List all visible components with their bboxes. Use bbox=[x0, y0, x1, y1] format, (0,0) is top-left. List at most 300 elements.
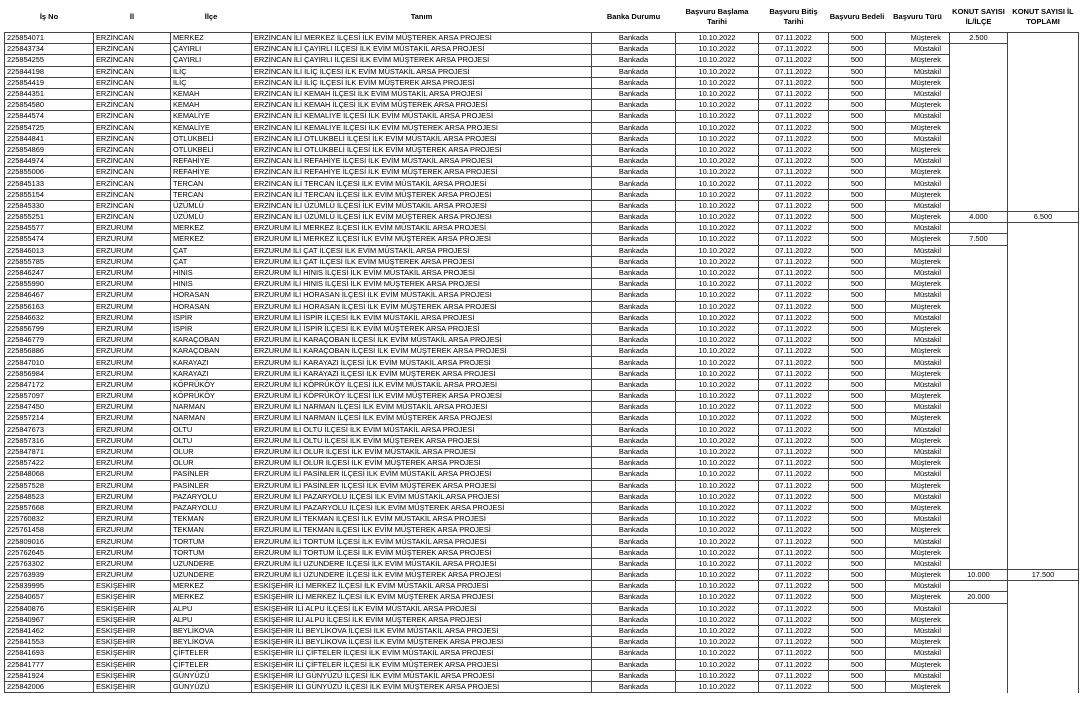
cell-banka-durumu: Bankada bbox=[592, 592, 676, 603]
cell-is-no: 225840657 bbox=[5, 592, 94, 603]
cell-is-no: 225847450 bbox=[5, 402, 94, 413]
cell-banka-durumu: Bankada bbox=[592, 558, 676, 569]
cell-banka-durumu: Bankada bbox=[592, 245, 676, 256]
cell-konut-ilce bbox=[950, 581, 1008, 592]
cell-konut-ilce bbox=[950, 223, 1008, 234]
cell-konut-il bbox=[1008, 435, 1079, 446]
cell-konut-il bbox=[1008, 323, 1079, 334]
cell-banka-durumu: Bankada bbox=[592, 581, 676, 592]
cell-tanim: ERZURUM İLİ MERKEZ İLÇESİ İLK EVİM MÜSTAKİL ARSA PROJESİ bbox=[252, 223, 592, 234]
cell-baslama-tarihi: 10.10.2022 bbox=[676, 267, 759, 278]
cell-tanim: ERZURUM İLİ UZUNDERE İLÇESİ İLK EVİM MÜŞTEREK ARSA PROJESİ bbox=[252, 570, 592, 581]
cell-basvuru-turu: Müstakil bbox=[886, 267, 950, 278]
cell-baslama-tarihi: 10.10.2022 bbox=[676, 178, 759, 189]
cell-basvuru-bedeli: 500 bbox=[829, 100, 886, 111]
cell-basvuru-bedeli: 500 bbox=[829, 144, 886, 155]
cell-basvuru-bedeli: 500 bbox=[829, 637, 886, 648]
cell-baslama-tarihi: 10.10.2022 bbox=[676, 681, 759, 692]
cell-ilce: OLUR bbox=[171, 458, 252, 469]
cell-is-no: 225839995 bbox=[5, 581, 94, 592]
cell-is-no: 225856886 bbox=[5, 346, 94, 357]
cell-il: ERZİNCAN bbox=[94, 200, 171, 211]
cell-konut-il bbox=[1008, 290, 1079, 301]
cell-bitis-tarihi: 07.11.2022 bbox=[759, 379, 829, 390]
cell-basvuru-turu: Müstakil bbox=[886, 379, 950, 390]
cell-basvuru-bedeli: 500 bbox=[829, 625, 886, 636]
cell-il: ESKİŞEHİR bbox=[94, 648, 171, 659]
cell-il: ERZURUM bbox=[94, 346, 171, 357]
cell-konut-ilce bbox=[950, 536, 1008, 547]
cell-banka-durumu: Bankada bbox=[592, 301, 676, 312]
cell-baslama-tarihi: 10.10.2022 bbox=[676, 88, 759, 99]
cell-konut-ilce bbox=[950, 279, 1008, 290]
cell-basvuru-turu: Müşterek bbox=[886, 122, 950, 133]
cell-il: ERZURUM bbox=[94, 279, 171, 290]
header-row bbox=[5, 2, 1079, 33]
header-konut-il: KONUT SAYISI İL TOPLAMI bbox=[1012, 7, 1074, 26]
cell-ilce: TERCAN bbox=[171, 189, 252, 200]
cell-bitis-tarihi: 07.11.2022 bbox=[759, 323, 829, 334]
cell-baslama-tarihi: 10.10.2022 bbox=[676, 379, 759, 390]
cell-ilce: TORTUM bbox=[171, 547, 252, 558]
cell-ilce: ALPU bbox=[171, 603, 252, 614]
cell-konut-il bbox=[1008, 581, 1079, 592]
cell-baslama-tarihi: 10.10.2022 bbox=[676, 301, 759, 312]
cell-konut-il bbox=[1008, 223, 1079, 234]
cell-baslama-tarihi: 10.10.2022 bbox=[676, 33, 759, 44]
table-row bbox=[5, 44, 1079, 55]
cell-bitis-tarihi: 07.11.2022 bbox=[759, 659, 829, 670]
cell-banka-durumu: Bankada bbox=[592, 670, 676, 681]
cell-is-no: 225845330 bbox=[5, 200, 94, 211]
cell-ilce: MERKEZ bbox=[171, 592, 252, 603]
cell-basvuru-bedeli: 500 bbox=[829, 413, 886, 424]
cell-bitis-tarihi: 07.11.2022 bbox=[759, 670, 829, 681]
cell-is-no: 225848068 bbox=[5, 469, 94, 480]
cell-baslama-tarihi: 10.10.2022 bbox=[676, 368, 759, 379]
cell-tanim: ERZİNCAN İLİ TERCAN İLÇESİ İLK EVİM MÜŞTEREK ARSA PROJESİ bbox=[252, 189, 592, 200]
cell-il: ERZURUM bbox=[94, 379, 171, 390]
table-row bbox=[5, 234, 1079, 245]
cell-konut-ilce bbox=[950, 167, 1008, 178]
cell-tanim: ESKİŞEHİR İLİ BEYLİKOVA İLÇESİ İLK EVİM MÜSTAKİL ARSA PROJESİ bbox=[252, 625, 592, 636]
cell-konut-ilce: 20.000 bbox=[950, 592, 1008, 603]
cell-baslama-tarihi: 10.10.2022 bbox=[676, 212, 759, 223]
cell-ilce: KÖPRÜKÖY bbox=[171, 379, 252, 390]
cell-basvuru-bedeli: 500 bbox=[829, 88, 886, 99]
cell-tanim: ESKİŞEHİR İLİ MERKEZ İLÇESİ İLK EVİM MÜSTAKİL ARSA PROJESİ bbox=[252, 581, 592, 592]
cell-konut-il bbox=[1008, 446, 1079, 457]
cell-ilce: KEMALİYE bbox=[171, 122, 252, 133]
cell-basvuru-turu: Müstakil bbox=[886, 88, 950, 99]
cell-il: ERZİNCAN bbox=[94, 77, 171, 88]
cell-basvuru-bedeli: 500 bbox=[829, 323, 886, 334]
table-row bbox=[5, 536, 1079, 547]
cell-banka-durumu: Bankada bbox=[592, 659, 676, 670]
table-body bbox=[5, 33, 1079, 693]
cell-tanim: ERZURUM İLİ MERKEZ İLÇESİ İLK EVİM MÜŞTEREK ARSA PROJESİ bbox=[252, 234, 592, 245]
cell-ilce: HINIS bbox=[171, 279, 252, 290]
cell-bitis-tarihi: 07.11.2022 bbox=[759, 435, 829, 446]
table-row bbox=[5, 66, 1079, 77]
cell-bitis-tarihi: 07.11.2022 bbox=[759, 290, 829, 301]
cell-bitis-tarihi: 07.11.2022 bbox=[759, 100, 829, 111]
cell-konut-il bbox=[1008, 424, 1079, 435]
cell-il: ERZİNCAN bbox=[94, 189, 171, 200]
cell-konut-ilce bbox=[950, 88, 1008, 99]
cell-il: ERZURUM bbox=[94, 558, 171, 569]
cell-il: ERZURUM bbox=[94, 357, 171, 368]
cell-bitis-tarihi: 07.11.2022 bbox=[759, 44, 829, 55]
table-row bbox=[5, 357, 1079, 368]
cell-tanim: ERZURUM İLİ HORASAN İLÇESİ İLK EVİM MÜSTAKİL ARSA PROJESİ bbox=[252, 290, 592, 301]
cell-bitis-tarihi: 07.11.2022 bbox=[759, 536, 829, 547]
cell-basvuru-turu: Müstakil bbox=[886, 402, 950, 413]
cell-is-no: 225841777 bbox=[5, 659, 94, 670]
cell-basvuru-bedeli: 500 bbox=[829, 648, 886, 659]
cell-banka-durumu: Bankada bbox=[592, 88, 676, 99]
cell-banka-durumu: Bankada bbox=[592, 469, 676, 480]
cell-banka-durumu: Bankada bbox=[592, 66, 676, 77]
cell-basvuru-turu: Müşterek bbox=[886, 592, 950, 603]
cell-konut-il bbox=[1008, 256, 1079, 267]
header-tanim: Tanım bbox=[410, 12, 433, 21]
table-row bbox=[5, 77, 1079, 88]
cell-baslama-tarihi: 10.10.2022 bbox=[676, 469, 759, 480]
cell-konut-il bbox=[1008, 335, 1079, 346]
cell-ilce: ÇAYIRLI bbox=[171, 55, 252, 66]
cell-il: ESKİŞEHİR bbox=[94, 625, 171, 636]
cell-konut-il bbox=[1008, 144, 1079, 155]
cell-tanim: ERZURUM İLİ İSPİR İLÇESİ İLK EVİM MÜŞTEREK ARSA PROJESİ bbox=[252, 323, 592, 334]
cell-basvuru-turu: Müşterek bbox=[886, 413, 950, 424]
cell-basvuru-bedeli: 500 bbox=[829, 480, 886, 491]
cell-ilce: PASİNLER bbox=[171, 480, 252, 491]
cell-il: ERZURUM bbox=[94, 514, 171, 525]
cell-bitis-tarihi: 07.11.2022 bbox=[759, 547, 829, 558]
cell-tanim: ERZURUM İLİ NARMAN İLÇESİ İLK EVİM MÜŞTEREK ARSA PROJESİ bbox=[252, 413, 592, 424]
cell-ilce: KÖPRÜKÖY bbox=[171, 391, 252, 402]
cell-ilce: HORASAN bbox=[171, 290, 252, 301]
cell-tanim: ESKİŞEHİR İLİ MERKEZ İLÇESİ İLK EVİM MÜŞTEREK ARSA PROJESİ bbox=[252, 592, 592, 603]
table-row bbox=[5, 525, 1079, 536]
table-row bbox=[5, 547, 1079, 558]
cell-bitis-tarihi: 07.11.2022 bbox=[759, 637, 829, 648]
cell-ilce: PAZARYOLU bbox=[171, 491, 252, 502]
cell-ilce: TEKMAN bbox=[171, 525, 252, 536]
cell-bitis-tarihi: 07.11.2022 bbox=[759, 66, 829, 77]
cell-il: ERZURUM bbox=[94, 413, 171, 424]
cell-baslama-tarihi: 10.10.2022 bbox=[676, 603, 759, 614]
cell-konut-ilce bbox=[950, 502, 1008, 513]
cell-basvuru-turu: Müstakil bbox=[886, 44, 950, 55]
cell-is-no: 225846247 bbox=[5, 267, 94, 278]
cell-ilce: KEMAH bbox=[171, 100, 252, 111]
cell-il: ERZİNCAN bbox=[94, 44, 171, 55]
table-row bbox=[5, 346, 1079, 357]
cell-tanim: ERZURUM İLİ HORASAN İLÇESİ İLK EVİM MÜŞTEREK ARSA PROJESİ bbox=[252, 301, 592, 312]
cell-ilce: GÜNYÜZÜ bbox=[171, 681, 252, 692]
cell-basvuru-bedeli: 500 bbox=[829, 301, 886, 312]
cell-banka-durumu: Bankada bbox=[592, 525, 676, 536]
cell-basvuru-turu: Müstakil bbox=[886, 491, 950, 502]
cell-basvuru-bedeli: 500 bbox=[829, 458, 886, 469]
cell-baslama-tarihi: 10.10.2022 bbox=[676, 458, 759, 469]
table-row bbox=[5, 581, 1079, 592]
cell-is-no: 225854071 bbox=[5, 33, 94, 44]
cell-basvuru-turu: Müşterek bbox=[886, 234, 950, 245]
cell-konut-il bbox=[1008, 480, 1079, 491]
cell-konut-ilce bbox=[950, 357, 1008, 368]
cell-il: ESKİŞEHİR bbox=[94, 681, 171, 692]
cell-is-no: 225844198 bbox=[5, 66, 94, 77]
cell-is-no: 225840876 bbox=[5, 603, 94, 614]
cell-basvuru-bedeli: 500 bbox=[829, 614, 886, 625]
header-baslama-tarihi: Başvuru Başlama Tarihi bbox=[685, 7, 749, 26]
cell-banka-durumu: Bankada bbox=[592, 290, 676, 301]
cell-bitis-tarihi: 07.11.2022 bbox=[759, 267, 829, 278]
cell-basvuru-turu: Müstakil bbox=[886, 536, 950, 547]
cell-baslama-tarihi: 10.10.2022 bbox=[676, 402, 759, 413]
cell-banka-durumu: Bankada bbox=[592, 536, 676, 547]
cell-banka-durumu: Bankada bbox=[592, 55, 676, 66]
cell-basvuru-bedeli: 500 bbox=[829, 256, 886, 267]
cell-basvuru-turu: Müstakil bbox=[886, 603, 950, 614]
cell-baslama-tarihi: 10.10.2022 bbox=[676, 256, 759, 267]
table-row bbox=[5, 514, 1079, 525]
cell-is-no: 225855474 bbox=[5, 234, 94, 245]
cell-baslama-tarihi: 10.10.2022 bbox=[676, 625, 759, 636]
table-row bbox=[5, 368, 1079, 379]
cell-konut-il bbox=[1008, 368, 1079, 379]
cell-bitis-tarihi: 07.11.2022 bbox=[759, 55, 829, 66]
table-row bbox=[5, 614, 1079, 625]
cell-baslama-tarihi: 10.10.2022 bbox=[676, 223, 759, 234]
cell-basvuru-bedeli: 500 bbox=[829, 435, 886, 446]
cell-tanim: ERZURUM İLİ TORTUM İLÇESİ İLK EVİM MÜŞTEREK ARSA PROJESİ bbox=[252, 547, 592, 558]
cell-banka-durumu: Bankada bbox=[592, 458, 676, 469]
cell-is-no: 225763302 bbox=[5, 558, 94, 569]
cell-banka-durumu: Bankada bbox=[592, 413, 676, 424]
cell-tanim: ERZURUM İLİ İSPİR İLÇESİ İLK EVİM MÜSTAKİL ARSA PROJESİ bbox=[252, 312, 592, 323]
cell-basvuru-bedeli: 500 bbox=[829, 491, 886, 502]
cell-bitis-tarihi: 07.11.2022 bbox=[759, 603, 829, 614]
cell-tanim: ERZURUM İLİ KARAÇOBAN İLÇESİ İLK EVİM MÜSTAKİL ARSA PROJESİ bbox=[252, 335, 592, 346]
cell-basvuru-bedeli: 500 bbox=[829, 558, 886, 569]
cell-is-no: 225847871 bbox=[5, 446, 94, 457]
cell-il: ERZURUM bbox=[94, 267, 171, 278]
cell-banka-durumu: Bankada bbox=[592, 379, 676, 390]
table-row bbox=[5, 502, 1079, 513]
cell-basvuru-bedeli: 500 bbox=[829, 178, 886, 189]
table-row bbox=[5, 592, 1079, 603]
cell-baslama-tarihi: 10.10.2022 bbox=[676, 245, 759, 256]
cell-ilce: HORASAN bbox=[171, 301, 252, 312]
table-row bbox=[5, 637, 1079, 648]
cell-basvuru-turu: Müşterek bbox=[886, 368, 950, 379]
cell-is-no: 225854419 bbox=[5, 77, 94, 88]
cell-basvuru-turu: Müşterek bbox=[886, 681, 950, 692]
cell-basvuru-turu: Müşterek bbox=[886, 435, 950, 446]
cell-tanim: ERZURUM İLİ OLUR İLÇESİ İLK EVİM MÜŞTEREK ARSA PROJESİ bbox=[252, 458, 592, 469]
cell-baslama-tarihi: 10.10.2022 bbox=[676, 133, 759, 144]
cell-ilce: UZUNDERE bbox=[171, 558, 252, 569]
cell-konut-il bbox=[1008, 536, 1079, 547]
cell-tanim: ERZURUM İLİ PAZARYOLU İLÇESİ İLK EVİM MÜSTAKİL ARSA PROJESİ bbox=[252, 491, 592, 502]
cell-il: ERZİNCAN bbox=[94, 55, 171, 66]
cell-konut-ilce bbox=[950, 379, 1008, 390]
cell-tanim: ERZİNCAN İLİ KEMALİYE İLÇESİ İLK EVİM MÜŞTEREK ARSA PROJESİ bbox=[252, 122, 592, 133]
header-il: İl bbox=[129, 12, 135, 21]
cell-konut-ilce bbox=[950, 111, 1008, 122]
cell-il: ERZİNCAN bbox=[94, 212, 171, 223]
cell-basvuru-turu: Müstakil bbox=[886, 66, 950, 77]
cell-tanim: ERZİNCAN İLİ TERCAN İLÇESİ İLK EVİM MÜSTAKİL ARSA PROJESİ bbox=[252, 178, 592, 189]
cell-baslama-tarihi: 10.10.2022 bbox=[676, 502, 759, 513]
cell-basvuru-turu: Müşterek bbox=[886, 167, 950, 178]
cell-tanim: ERZURUM İLİ ÇAT İLÇESİ İLK EVİM MÜŞTEREK ARSA PROJESİ bbox=[252, 256, 592, 267]
cell-konut-il bbox=[1008, 491, 1079, 502]
cell-konut-il bbox=[1008, 156, 1079, 167]
cell-ilce: KARAYAZI bbox=[171, 357, 252, 368]
cell-is-no: 225760832 bbox=[5, 514, 94, 525]
cell-konut-ilce bbox=[950, 66, 1008, 77]
cell-is-no: 225762645 bbox=[5, 547, 94, 558]
cell-ilce: İSPİR bbox=[171, 312, 252, 323]
cell-il: ERZİNCAN bbox=[94, 156, 171, 167]
cell-banka-durumu: Bankada bbox=[592, 200, 676, 211]
cell-ilce: OLTU bbox=[171, 435, 252, 446]
cell-basvuru-bedeli: 500 bbox=[829, 570, 886, 581]
cell-banka-durumu: Bankada bbox=[592, 681, 676, 692]
cell-ilce: REFAHİYE bbox=[171, 156, 252, 167]
cell-bitis-tarihi: 07.11.2022 bbox=[759, 480, 829, 491]
cell-is-no: 225841553 bbox=[5, 637, 94, 648]
cell-basvuru-bedeli: 500 bbox=[829, 547, 886, 558]
cell-bitis-tarihi: 07.11.2022 bbox=[759, 502, 829, 513]
cell-konut-il bbox=[1008, 44, 1079, 55]
cell-is-no: 225857528 bbox=[5, 480, 94, 491]
cell-ilce: MERKEZ bbox=[171, 234, 252, 245]
cell-tanim: ERZURUM İLİ UZUNDERE İLÇESİ İLK EVİM MÜSTAKİL ARSA PROJESİ bbox=[252, 558, 592, 569]
cell-il: ERZİNCAN bbox=[94, 144, 171, 155]
cell-tanim: ERZURUM İLİ HINIS İLÇESİ İLK EVİM MÜSTAKİL ARSA PROJESİ bbox=[252, 267, 592, 278]
cell-konut-il bbox=[1008, 301, 1079, 312]
cell-banka-durumu: Bankada bbox=[592, 156, 676, 167]
cell-konut-il bbox=[1008, 525, 1079, 536]
cell-baslama-tarihi: 10.10.2022 bbox=[676, 111, 759, 122]
cell-banka-durumu: Bankada bbox=[592, 446, 676, 457]
cell-konut-ilce bbox=[950, 424, 1008, 435]
cell-tanim: ERZİNCAN İLİ KEMAH İLÇESİ İLK EVİM MÜŞTEREK ARSA PROJESİ bbox=[252, 100, 592, 111]
cell-banka-durumu: Bankada bbox=[592, 144, 676, 155]
cell-basvuru-bedeli: 500 bbox=[829, 592, 886, 603]
cell-is-no: 225857097 bbox=[5, 391, 94, 402]
cell-bitis-tarihi: 07.11.2022 bbox=[759, 122, 829, 133]
table-row bbox=[5, 301, 1079, 312]
cell-bitis-tarihi: 07.11.2022 bbox=[759, 335, 829, 346]
cell-bitis-tarihi: 07.11.2022 bbox=[759, 111, 829, 122]
cell-konut-ilce: 7.500 bbox=[950, 234, 1008, 245]
cell-il: ERZURUM bbox=[94, 323, 171, 334]
table-row bbox=[5, 122, 1079, 133]
cell-konut-il bbox=[1008, 100, 1079, 111]
cell-ilce: BEYLİKOVA bbox=[171, 625, 252, 636]
cell-tanim: ERZİNCAN İLİ OTLUKBELİ İLÇESİ İLK EVİM MÜŞTEREK ARSA PROJESİ bbox=[252, 144, 592, 155]
cell-bitis-tarihi: 07.11.2022 bbox=[759, 558, 829, 569]
cell-bitis-tarihi: 07.11.2022 bbox=[759, 33, 829, 44]
cell-basvuru-turu: Müstakil bbox=[886, 357, 950, 368]
cell-banka-durumu: Bankada bbox=[592, 167, 676, 178]
table-row bbox=[5, 458, 1079, 469]
cell-tanim: ERZURUM İLİ KARAYAZI İLÇESİ İLK EVİM MÜŞTEREK ARSA PROJESİ bbox=[252, 368, 592, 379]
cell-ilce: OLTU bbox=[171, 424, 252, 435]
table-row bbox=[5, 212, 1079, 223]
cell-banka-durumu: Bankada bbox=[592, 648, 676, 659]
cell-is-no: 225857668 bbox=[5, 502, 94, 513]
cell-il: ERZURUM bbox=[94, 424, 171, 435]
cell-basvuru-turu: Müşterek bbox=[886, 659, 950, 670]
cell-bitis-tarihi: 07.11.2022 bbox=[759, 525, 829, 536]
cell-konut-ilce bbox=[950, 614, 1008, 625]
cell-is-no: 225840967 bbox=[5, 614, 94, 625]
cell-konut-il: 6.500 bbox=[1008, 212, 1079, 223]
cell-basvuru-turu: Müşterek bbox=[886, 458, 950, 469]
cell-konut-ilce bbox=[950, 391, 1008, 402]
cell-konut-ilce bbox=[950, 346, 1008, 357]
cell-baslama-tarihi: 10.10.2022 bbox=[676, 346, 759, 357]
cell-baslama-tarihi: 10.10.2022 bbox=[676, 44, 759, 55]
cell-is-no: 225844351 bbox=[5, 88, 94, 99]
cell-konut-ilce bbox=[950, 435, 1008, 446]
cell-banka-durumu: Bankada bbox=[592, 502, 676, 513]
cell-basvuru-bedeli: 500 bbox=[829, 122, 886, 133]
cell-baslama-tarihi: 10.10.2022 bbox=[676, 189, 759, 200]
cell-baslama-tarihi: 10.10.2022 bbox=[676, 637, 759, 648]
cell-bitis-tarihi: 07.11.2022 bbox=[759, 648, 829, 659]
cell-baslama-tarihi: 10.10.2022 bbox=[676, 514, 759, 525]
cell-basvuru-bedeli: 500 bbox=[829, 335, 886, 346]
cell-basvuru-turu: Müşterek bbox=[886, 189, 950, 200]
cell-tanim: ERZURUM İLİ ÇAT İLÇESİ İLK EVİM MÜSTAKİL ARSA PROJESİ bbox=[252, 245, 592, 256]
cell-is-no: 225841462 bbox=[5, 625, 94, 636]
cell-is-no: 225847010 bbox=[5, 357, 94, 368]
cell-tanim: ERZİNCAN İLİ REFAHİYE İLÇESİ İLK EVİM MÜSTAKİL ARSA PROJESİ bbox=[252, 156, 592, 167]
cell-baslama-tarihi: 10.10.2022 bbox=[676, 491, 759, 502]
cell-ilce: MERKEZ bbox=[171, 581, 252, 592]
cell-il: ERZURUM bbox=[94, 402, 171, 413]
cell-basvuru-turu: Müstakil bbox=[886, 424, 950, 435]
cell-konut-ilce bbox=[950, 200, 1008, 211]
cell-tanim: ERZİNCAN İLİ İLİÇ İLÇESİ İLK EVİM MÜŞTEREK ARSA PROJESİ bbox=[252, 77, 592, 88]
cell-basvuru-turu: Müşterek bbox=[886, 346, 950, 357]
cell-basvuru-bedeli: 500 bbox=[829, 670, 886, 681]
cell-tanim: ERZURUM İLİ PAZARYOLU İLÇESİ İLK EVİM MÜŞTEREK ARSA PROJESİ bbox=[252, 502, 592, 513]
cell-basvuru-bedeli: 500 bbox=[829, 133, 886, 144]
cell-is-no: 225855006 bbox=[5, 167, 94, 178]
cell-tanim: ERZURUM İLİ KÖPRÜKÖY İLÇESİ İLK EVİM MÜŞTEREK ARSA PROJESİ bbox=[252, 391, 592, 402]
cell-bitis-tarihi: 07.11.2022 bbox=[759, 402, 829, 413]
cell-baslama-tarihi: 10.10.2022 bbox=[676, 312, 759, 323]
cell-is-no: 225846779 bbox=[5, 335, 94, 346]
table-row bbox=[5, 659, 1079, 670]
cell-banka-durumu: Bankada bbox=[592, 77, 676, 88]
cell-is-no: 225847673 bbox=[5, 424, 94, 435]
cell-il: ERZURUM bbox=[94, 301, 171, 312]
cell-basvuru-bedeli: 500 bbox=[829, 391, 886, 402]
cell-banka-durumu: Bankada bbox=[592, 346, 676, 357]
cell-basvuru-bedeli: 500 bbox=[829, 55, 886, 66]
